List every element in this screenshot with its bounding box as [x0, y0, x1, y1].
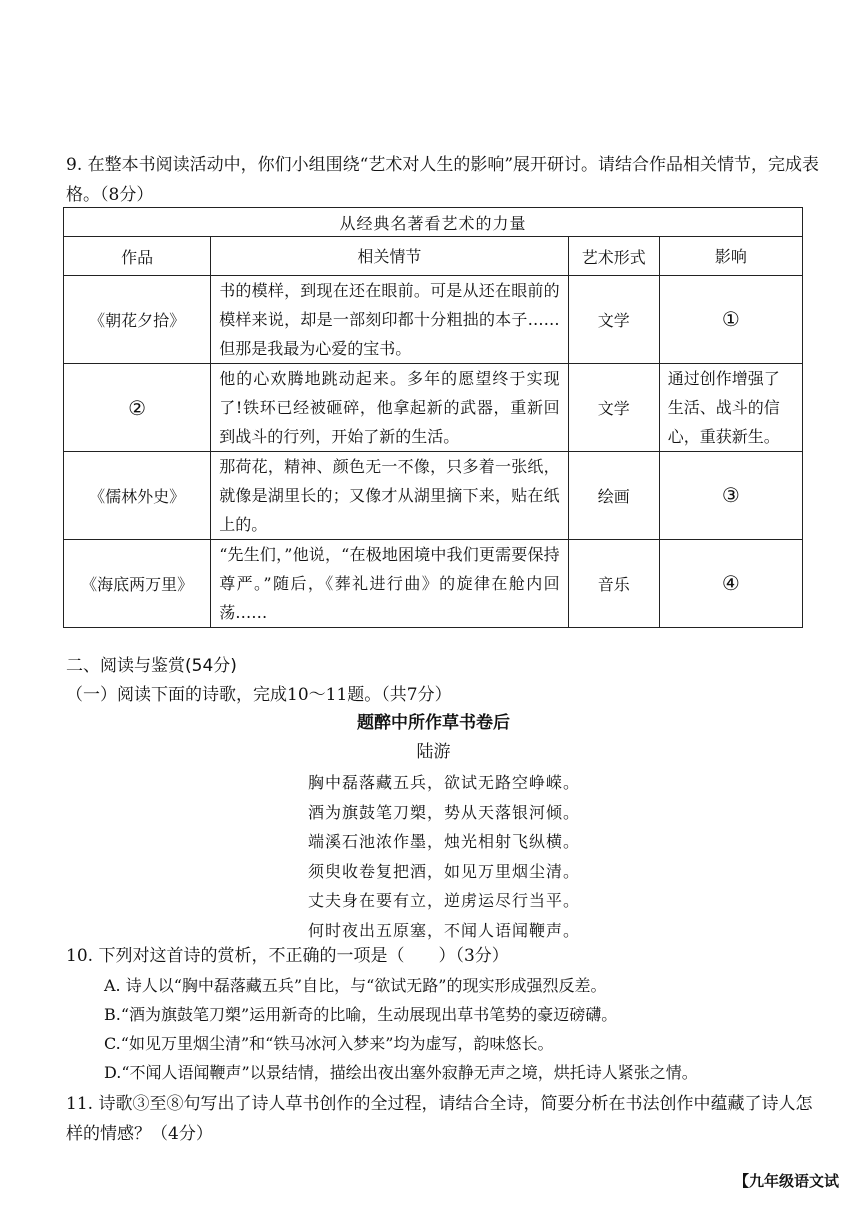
table-row — [64, 540, 803, 628]
poem-line: 何时夜出五原塞，不闻人语闻鞭声。 — [308, 920, 581, 940]
question-9: 9. 在整本书阅读活动中，你们小组围绕“艺术对人生的影响”展开研讨。请结合作品相关情节，完成表格。（8分） — [66, 155, 820, 205]
cell-plot: 那荷花，精神、颜色无一不像，只多着一张纸，就像是湖里长的；又像才从湖里摘下来，贴在纸上的。 — [211, 452, 568, 540]
poem-author: 陆游 — [416, 742, 451, 762]
art-power-table — [63, 207, 803, 628]
header-impact: 影响 — [659, 237, 802, 276]
option-d: D.“不闻人语闻鞭声”以景结情，描绘出夜出塞外寂静无声之境，烘托诗人紧张之情。 — [104, 1063, 698, 1082]
question-10-stem: 10. 下列对这首诗的赏析，不正确的一项是（ ）（3分） — [66, 946, 509, 966]
poem-line: 酒为旗鼓笔刀槊，势从天落银河倾。 — [308, 802, 581, 822]
question-11: 11. 诗歌③至⑧句写出了诗人草书创作的全过程，请结合全诗，简要分析在书法创作中蕴藏了诗人怎样的情感？（4分） — [66, 1094, 813, 1144]
poem-line: 端溪石池浓作墨，烛光相射飞纵横。 — [308, 832, 581, 851]
option-b: B.“酒为旗鼓笔刀槊”运用新奇的比喻，生动展现出草书笔势的豪迈磅礴。 — [104, 1005, 618, 1024]
poem-title: 题醉中所作草书卷后 — [357, 713, 510, 733]
header-work: 作品 — [64, 237, 211, 276]
table-row — [64, 364, 803, 452]
cell-plot: “先生们，”他说，“在极地困境中我们更需要保持尊严。”随后，《葬礼进行曲》的旋律在舱内回荡…… — [211, 540, 568, 628]
cell-form: 文学 — [568, 276, 659, 364]
cell-work: 《朝花夕拾》 — [64, 276, 211, 364]
cell-form: 绘画 — [568, 452, 659, 540]
poem-line: 胸中磊落藏五兵，欲试无路空峥嵘。 — [308, 773, 581, 792]
poem-line: 须臾收卷复把酒，如见万里烟尘清。 — [308, 861, 581, 881]
cell-plot: 他的心欢腾地跳动起来。多年的愿望终于实现了!铁环已经被砸碎，他拿起新的武器，重新回到战斗的行列，开始了新的生活。 — [211, 364, 568, 452]
cell-plot: 书的模样，到现在还在眼前。可是从还在眼前的模样来说，却是一部刻印都十分粗拙的本子……但那是我最为心爱的宝书。 — [211, 276, 568, 364]
cell-impact-blank: ③ — [659, 452, 802, 540]
section-2-title: 二、阅读与鉴赏(54分) — [66, 656, 237, 676]
poem-line: 丈夫身在要有立，逆虏运尽行当平。 — [308, 891, 581, 910]
table-row — [64, 276, 803, 364]
cell-form: 音乐 — [568, 540, 659, 628]
cell-work-blank: ② — [64, 364, 211, 452]
option-a: A. 诗人以“胸中磊落藏五兵”自比，与“欲试无路”的现实形成强烈反差。 — [104, 976, 607, 995]
cell-impact: 通过创作增强了生活、战斗的信心，重获新生。 — [659, 364, 802, 452]
cell-form: 文学 — [568, 364, 659, 452]
table-row — [64, 452, 803, 540]
subsection-1-instruction: （一）阅读下面的诗歌，完成10～11题。（共7分） — [66, 685, 452, 705]
question-10-options — [104, 971, 698, 1087]
header-form: 艺术形式 — [568, 237, 659, 276]
cell-work: 《海底两万里》 — [64, 540, 211, 628]
poem-body — [308, 768, 580, 945]
header-plot: 相关情节 — [211, 237, 568, 276]
option-c: C.“如见万里烟尘清”和“铁马冰河入梦来”均为虚写，韵味悠长。 — [104, 1034, 554, 1053]
table-caption: 从经典名著看艺术的力量 — [64, 208, 803, 237]
cell-impact-blank: ④ — [659, 540, 802, 628]
table-header-row — [64, 237, 803, 276]
cell-impact-blank: ① — [659, 276, 802, 364]
page-footer-label: 【九年级语文试 — [733, 1172, 839, 1190]
cell-work: 《儒林外史》 — [64, 452, 211, 540]
